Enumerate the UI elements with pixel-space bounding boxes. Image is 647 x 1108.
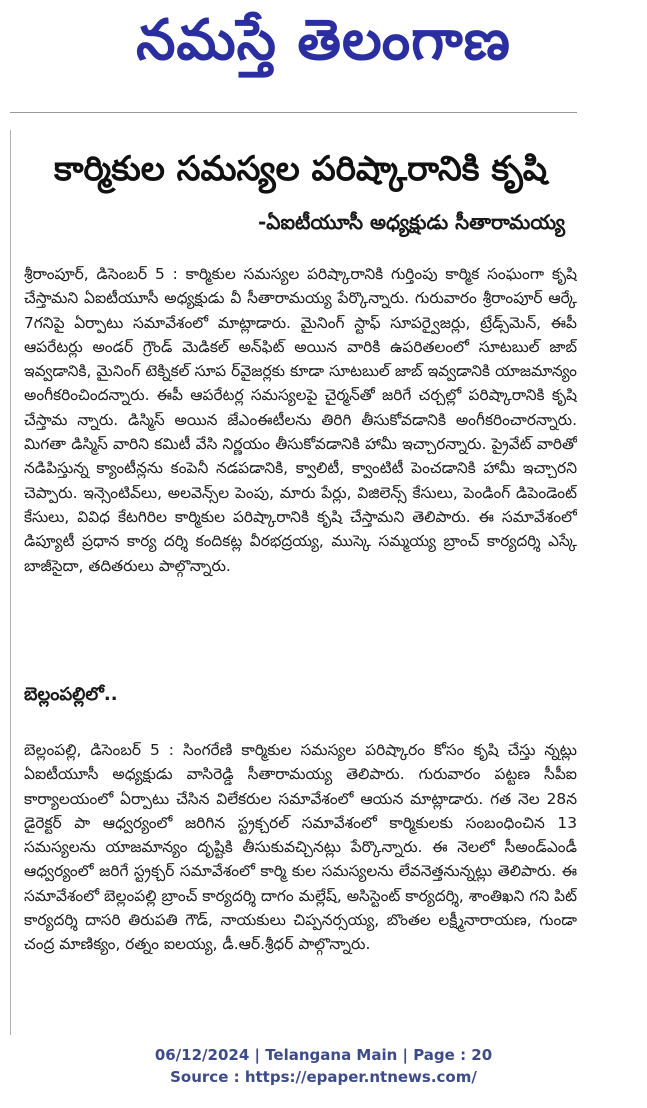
article-paragraph-1: శ్రీరాంపూర్, డిసెంబర్ 5 : కార్మికుల సమస్యల పరిష్కారానికి గుర్తింపు కార్మిక సంఘంగా కృషి చేస్తామని ఏఐటీయూసీ అధ్యక్షుడు వీ సీతారామయ్య పేర్కొన్నారు. గురువారం శ్రీరాంపూర్ ఆర్కే 7గనిపై ఏర్పాటు సమావేశంలో మాట్లాడారు. మైనింగ్ స్టాఫ్ సూపర్వైజర్లు, ట్రేడ్స్‌మెన్, ఈపీ ఆపరేటర్లు అండర్ గ్రౌండ్ మెడికల్ అన్‌ఫిట్ అయిన వారికి ఉపరితలంలో సూటబుల్ జాబ్ ఇవ్వడానికి, మైనింగ్ టెక్నికల్ సూప ర్‌వైజర్లకు కూడా సూటబుల్ జాబ్ ఇవ్వడానికి యాజమాన్యం అంగీకరించిందన్నారు. ఈపీ ఆపరేటర్ల సమస్యలపై చైర్మన్‌తో జరిగే చర్చల్లో పరిష్కారానికి కృషి చేస్తామ న్నారు. డిస్మిస్ అయిన జేఎంఈటీలను తిరిగి తీసుకోవడానికి అంగీకరించారన్నారు. మిగతా డిస్మిస్ వారిని కమిటీ వేసి నిర్ణయం తీసుకోవడానికి హామీ ఇచ్చారన్నారు. ప్రైవేట్ వారితో నడిపిస్తున్న క్యాంటీన్లను కంపెనీ నడపడానికి, క్వాలిటీ, క్వాంటిటీ పెంచడానికి హామీ ఇచ్చారని చెప్పారు. ఇన్సెంటివ్‌లు, అలవెన్స్‌ల పెంపు, మారు పేర్లు, విజిలెన్స్ కేసులు, పెండింగ్ డిపెండెంట్ కేసులు, వివిధ కేటగిరిల కార్మికుల పరిష్కారానికి కృషి చేస్తామని తెలిపారు. ఈ సమావేశంలో డిప్యూటీ ప్రధాన కార్య దర్శి కందికట్ల వీరభద్రయ్య, ముస్కె సమ్మయ్య బ్రాంచ్ కార్యదర్శి ఎస్కే బాజీసైదా, తదితరులు పాల్గొన్నారు. — [24, 265, 577, 575]
clipping-left-rule — [10, 130, 11, 1035]
section-heading: బెల్లంపల్లిలో.. — [24, 684, 118, 705]
footer-date-line: 06/12/2024 | Telangana Main | Page : 20 — [154, 1046, 493, 1064]
masthead-title: నమస్తే తెలంగాణ — [136, 8, 511, 73]
page-footer — [0, 1044, 647, 1088]
article-subheadline: -ఏఐటీయూసీ అధ్యక్షుడు సీతారామయ్య — [258, 210, 565, 234]
clipping-top-rule — [10, 112, 577, 113]
cut-off-next-headline — [24, 1024, 544, 1038]
newspaper-masthead — [0, 0, 647, 86]
news-clipping — [24, 114, 577, 1038]
footer-source-line: Source : https://epaper.ntnews.com/ — [170, 1068, 477, 1086]
article-paragraph-2: బెల్లంపల్లి, డిసెంబర్ 5 : సింగరేణి కార్మికుల సమస్యల పరిష్కారం కోసం కృషి చేస్తు న్నట్లు ఏఐటీయూసీ అధ్యక్షుడు వాసిరెడ్డి సీతారామయ్య తెలిపారు. గురువారం పట్టణ సీపీఐ కార్యాలయంలో ఏర్పాటు చేసిన విలేకరుల సమావేశంలో ఆయన మాట్లాడారు. గత నెల 28న డైరెక్టర్ పా ఆధ్వర్యంలో జరిగిన స్ట్రక్చరల్ సమావేశంలో కార్మికులకు సంబంధించిన 13 సమస్యలను యాజమాన్యం దృష్టికి తీసుకువచ్చినట్లు పేర్కొన్నారు. ఈ నెలలో సీఅండ్ఎండీ ఆధ్వర్యంలో జరిగే స్ట్రక్చర్ సమావేశంలో కార్మి కుల సమస్యలను లేవనెత్తనున్నట్లు తెలిపారు. ఈ సమావేశంలో బెల్లంపల్లి బ్రాంచ్ కార్యదర్శి దాగం మల్లేష్, అసిస్టెంట్ కార్యదర్శి, శాంతిఖని గని పిట్ కార్యదర్శి దాసరి తిరుపతి గౌడ్, నాయకులు చిప్పనర్సయ్య, బొంతల లక్ష్మీనారాయణ, గుండా చంద్ర మాణిక్యం, రత్నం ఐలయ్య, డీ.ఆర్.శ్రీధర్ పాల్గొన్నారు. — [24, 741, 577, 954]
article-headline: కార్మికుల సమస్యల పరిష్కారానికి కృషి — [54, 149, 547, 189]
